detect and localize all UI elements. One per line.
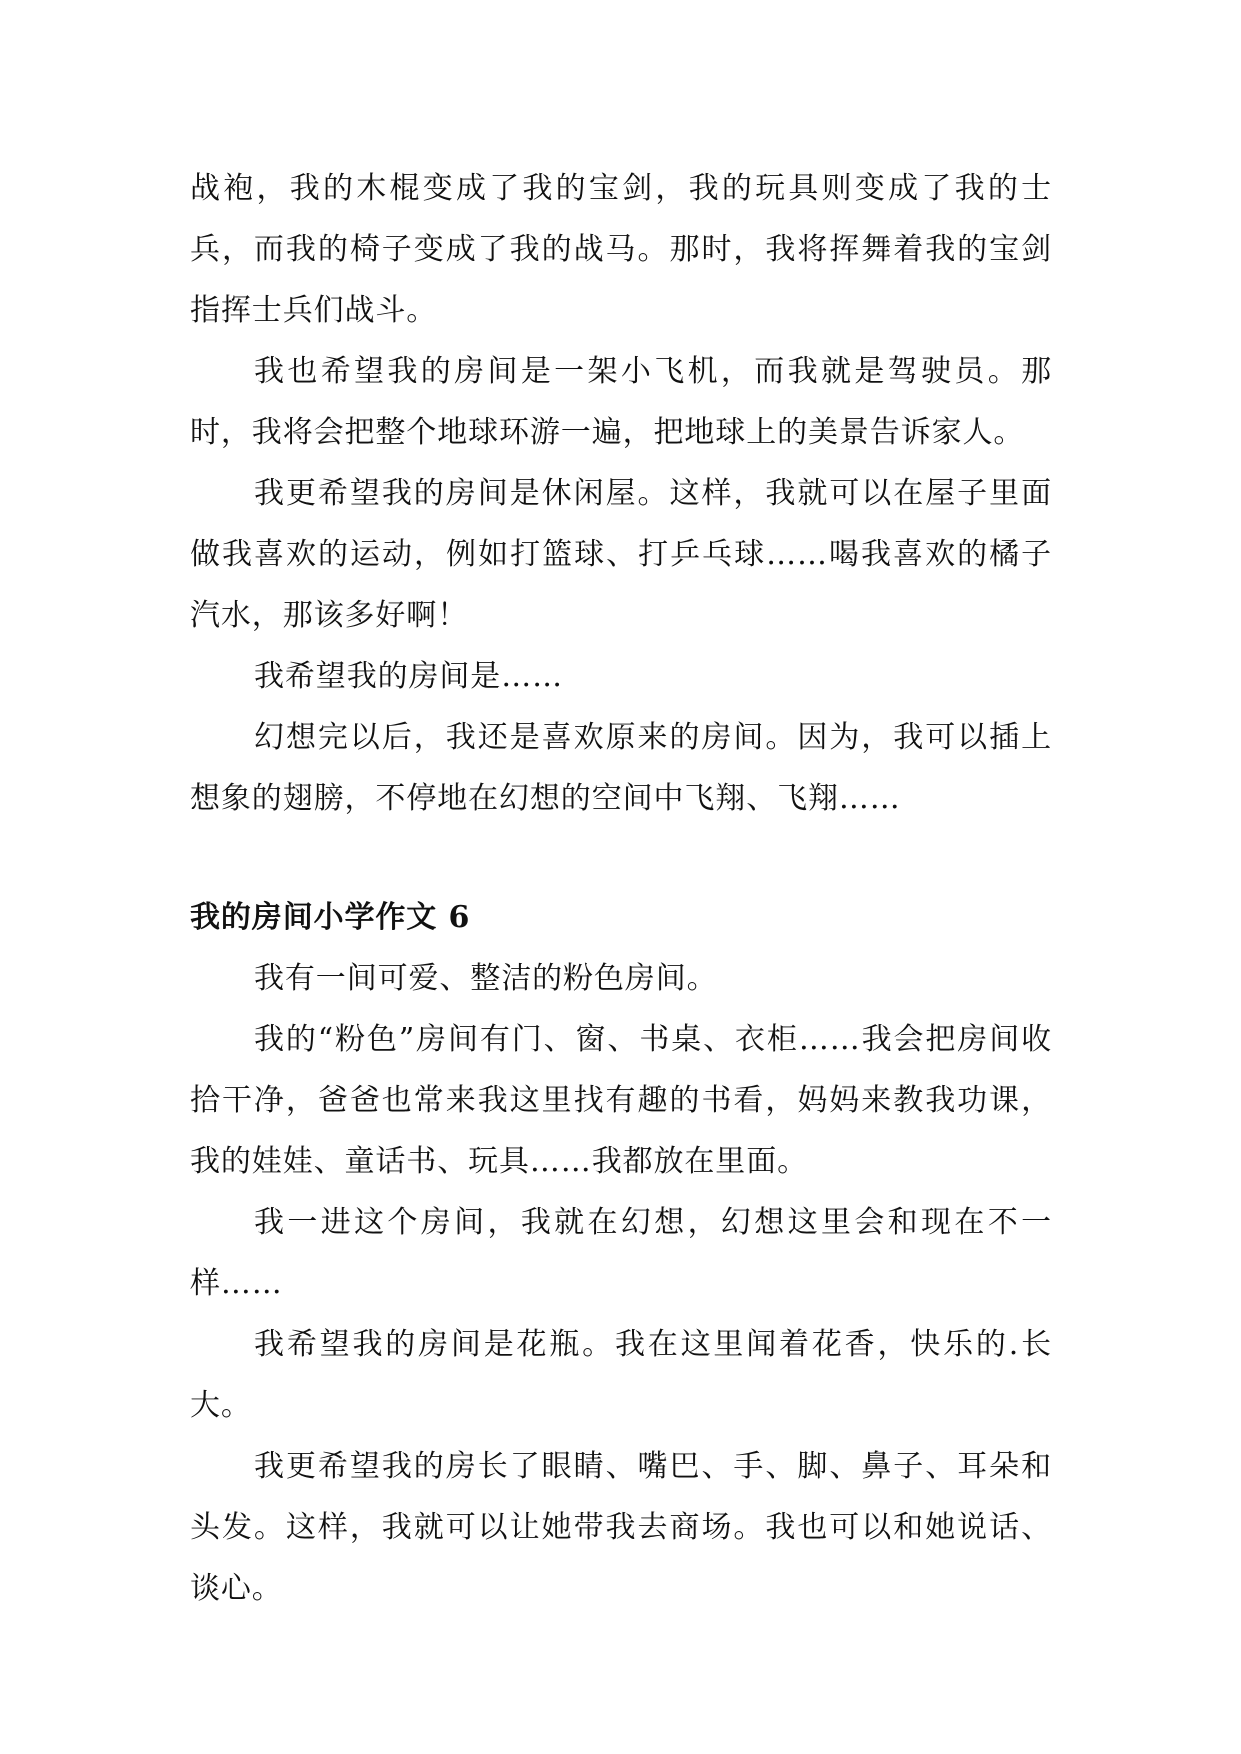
paragraph: 我更希望我的房长了眼睛、嘴巴、手、脚、鼻子、耳朵和头发。这样，我就可以让她带我去商场。我也可以和她说话、谈心。	[190, 1449, 1052, 1606]
document-body	[190, 158, 1052, 1619]
paragraph: 我一进这个房间，我就在幻想，幻想这里会和现在不一样……	[190, 1205, 1052, 1301]
essay-6	[190, 887, 1052, 1619]
section-spacer	[190, 829, 1052, 887]
paragraph: 我的“粉色”房间有门、窗、书桌、衣柜……我会把房间收拾干净，爸爸也常来我这里找有趣的书看，妈妈来教我功课，我的娃娃、童话书、玩具……我都放在里面。	[190, 1022, 1052, 1179]
paragraph: 幻想完以后，我还是喜欢原来的房间。因为，我可以插上想象的翅膀，不停地在幻想的空间中飞翔、飞翔……	[190, 720, 1052, 816]
essay-title: 我的房间小学作文 6	[190, 900, 471, 935]
paragraph: 我也希望我的房间是一架小飞机，而我就是驾驶员。那时，我将会把整个地球环游一遍，把地球上的美景告诉家人。	[190, 354, 1052, 450]
paragraph: 战袍，我的木棍变成了我的宝剑，我的玩具则变成了我的士兵，而我的椅子变成了我的战马。那时，我将挥舞着我的宝剑指挥士兵们战斗。	[190, 171, 1052, 328]
paragraph: 我更希望我的房间是休闲屋。这样，我就可以在屋子里面做我喜欢的运动，例如打篮球、打乒乓球……喝我喜欢的橘子汽水，那该多好啊！	[190, 476, 1052, 633]
paragraph: 我希望我的房间是……	[254, 659, 563, 694]
paragraph: 我希望我的房间是花瓶。我在这里闻着花香，快乐的.长大。	[190, 1327, 1052, 1423]
essay-continuation	[190, 158, 1052, 829]
paragraph: 我有一间可爱、整洁的粉色房间。	[254, 961, 718, 996]
